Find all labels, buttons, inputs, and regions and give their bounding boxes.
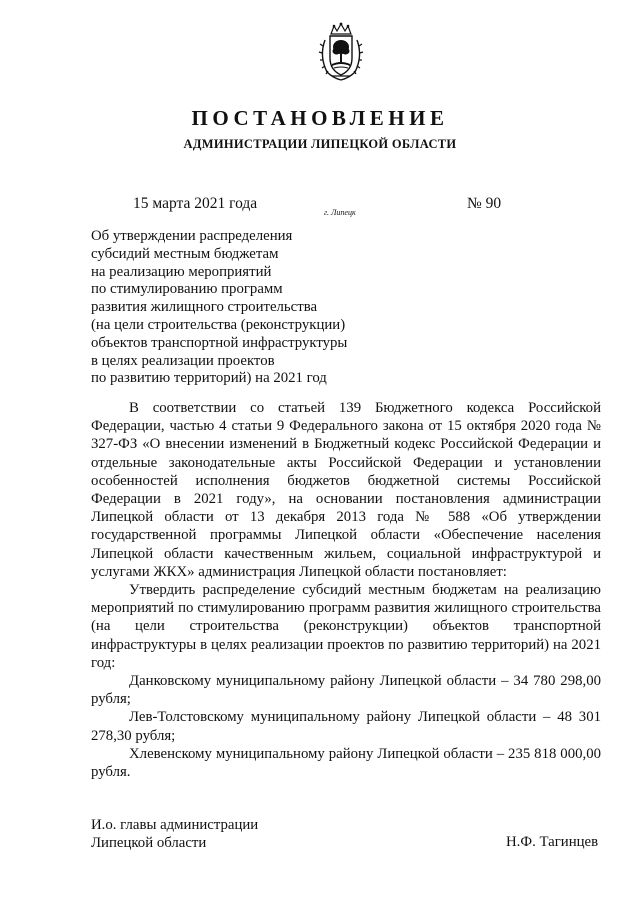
subject-line: Об утверждении распределения bbox=[91, 228, 293, 244]
allocation-item: Лев-Толстовскому муниципальному району Липецкой области – 48 301 278,30 рубля; bbox=[91, 709, 601, 744]
subject-line: на реализацию мероприятий bbox=[91, 263, 272, 280]
document-place: г. Липецк bbox=[324, 208, 356, 217]
document-number: № 90 bbox=[467, 195, 502, 212]
issuing-authority: АДМИНИСТРАЦИИ ЛИПЕЦКОЙ ОБЛАСТИ bbox=[183, 137, 457, 151]
signatory-position bbox=[91, 816, 258, 852]
signatory-position-line: И.о. главы администрации bbox=[91, 817, 259, 833]
lipetsk-oblast-coat-of-arms-icon bbox=[317, 22, 365, 82]
subject-line: субсидий местным бюджетам bbox=[91, 245, 279, 262]
document-subject bbox=[91, 228, 347, 388]
signatory-name: Н.Ф. Тагинцев bbox=[506, 834, 599, 850]
allocation-item: Хлевенскому муниципальному району Липецкой области – 235 818 000,00 рубля. bbox=[91, 745, 601, 781]
subject-line: в целях реализации проектов bbox=[91, 352, 275, 369]
document-title: ПОСТАНОВЛЕНИЕ bbox=[191, 106, 449, 130]
document-body bbox=[91, 399, 601, 781]
subject-line: развития жилищного строительства bbox=[91, 299, 318, 316]
resolution-paragraph: Утвердить распределение субсидий местным бюджетам на реализацию мероприятий по стимулированию программ развития жилищного строительства (на цели строительства (реконструкции) объектов транспортной инфраструктуры в целях реализации проектов по развитию территорий) на 2021 год: bbox=[91, 582, 601, 671]
signatory-position-line: Липецкой области bbox=[91, 835, 207, 851]
document-date: 15 марта 2021 года bbox=[133, 195, 258, 212]
subject-line: по стимулированию программ bbox=[91, 281, 283, 298]
preamble-paragraph: В соответствии со статьей 139 Бюджетного кодекса Российской Федерации, частью 4 статьи 9 Федерального закона от 15 октября 2020 года № 327-ФЗ «О внесении изменений в Бюджетный кодекс Российской Федерации и отдельные законодательные акты Российской Федерации и установлении особенностей исполнения бюджетов бюджетной системы Российской Федерации в 2021 году», на основании постановления администрации Липецкой области от 13 декабря 2013 года № 588 «Об утверждении государственной программы Липецкой области «Обеспечение населения Липецкой области качественным жильем, социальной инфраструктурой и услугами ЖКХ» администрация Липецкой области постановляет: bbox=[91, 400, 601, 580]
subject-line: (на цели строительства (реконструкции) bbox=[91, 316, 346, 333]
subject-line: объектов транспортной инфраструктуры bbox=[91, 334, 348, 351]
subject-line: по развитию территорий) на 2021 год bbox=[91, 370, 327, 387]
allocation-item: Данковскому муниципальному району Липецкой области – 34 780 298,00 рубля; bbox=[91, 673, 601, 708]
